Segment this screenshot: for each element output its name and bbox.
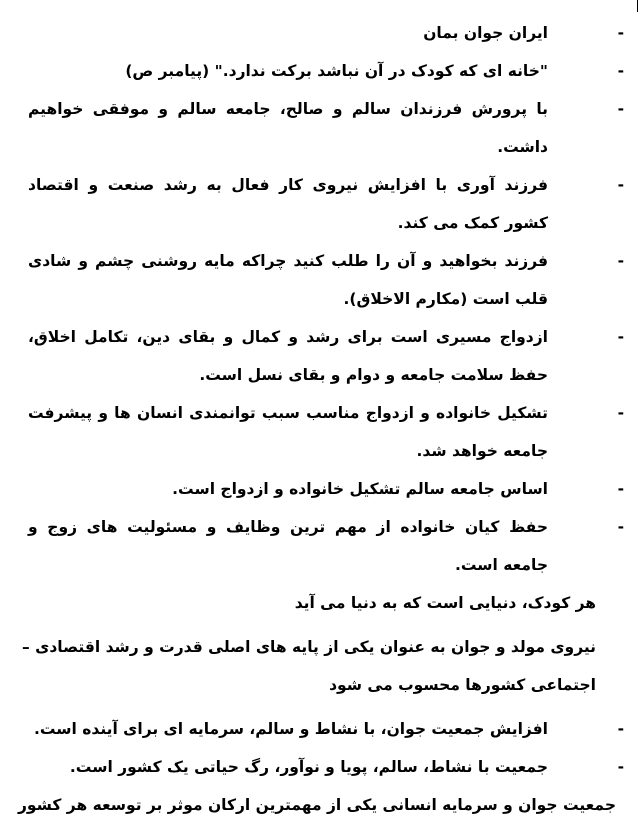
list-item xyxy=(0,470,642,508)
bullet-dash: - xyxy=(617,252,624,270)
bullet-dash: - xyxy=(617,100,624,118)
list-item-text: جمعیت با نشاط، سالم، پویا و نوآور، رگ حیاتی یک کشور است. xyxy=(69,758,548,776)
bullet-dash: - xyxy=(617,62,624,80)
list-item xyxy=(0,166,642,242)
bullet-dash: - xyxy=(617,404,624,422)
page-edge-mark xyxy=(637,0,638,12)
bullet-list-top xyxy=(0,14,642,584)
list-item xyxy=(0,318,642,394)
list-item xyxy=(0,14,642,52)
paragraph: هر کودک، دنیایی است که به دنیا می آید xyxy=(294,594,596,612)
list-item-text: افزایش جمعیت جوان، با نشاط و سالم، سرمایه ای برای آینده است. xyxy=(33,720,548,738)
bullet-dash: - xyxy=(617,176,624,194)
bullet-dash: - xyxy=(617,24,624,42)
list-item-text: فرزند بخواهید و آن را طلب کنید چراکه مایه روشنی چشم و شادی قلب است (مکارم الاخلاق). xyxy=(28,252,548,308)
list-item-text: حفظ کیان خانواده از مهم ترین وظایف و مسئولیت های زوج و جامعه است. xyxy=(28,518,548,574)
bullet-dash: - xyxy=(617,480,624,498)
paragraph: نیروی مولد و جوان به عنوان یکی از پایه های اصلی قدرت و رشد اقتصادی – اجتماعی کشورها محسوب می شود xyxy=(22,638,596,694)
list-item-text: فرزند آوری با افزایش نیروی کار فعال به رشد صنعت و اقتصاد کشور کمک می کند. xyxy=(28,176,548,232)
list-item xyxy=(0,508,642,584)
document-body xyxy=(0,14,642,824)
bullet-dash: - xyxy=(617,518,624,536)
list-item xyxy=(0,242,642,318)
list-item-text: "خانه ای که کودک در آن نباشد برکت ندارد." (پیامبر ص) xyxy=(125,62,548,80)
list-item-text: ایران جوان بمان xyxy=(423,24,548,42)
list-item xyxy=(0,710,642,748)
list-item xyxy=(0,52,642,90)
bullet-dash: - xyxy=(617,720,624,738)
paragraph: جمعیت جوان و سرمایه انسانی یکی از مهمترین ارکان موثر بر توسعه هر کشور xyxy=(17,796,616,814)
list-item xyxy=(0,748,642,786)
list-item-text: ازدواج مسیری است برای رشد و کمال و بقای دین، تکامل اخلاق، حفظ سلامت جامعه و دوام و بقای نسل است. xyxy=(28,328,548,384)
list-item-text: اساس جامعه سالم تشکیل خانواده و ازدواج است. xyxy=(172,480,548,498)
list-item-text: تشکیل خانواده و ازدواج مناسب سبب توانمندی انسان ها و پیشرفت جامعه خواهد شد. xyxy=(28,404,548,460)
bullet-list-bottom xyxy=(0,710,642,786)
bullet-dash: - xyxy=(617,328,624,346)
list-item-text: با پرورش فرزندان سالم و صالح، جامعه سالم و موفقی خواهیم داشت. xyxy=(28,100,548,156)
list-item xyxy=(0,90,642,166)
list-item xyxy=(0,394,642,470)
bullet-dash: - xyxy=(617,758,624,776)
